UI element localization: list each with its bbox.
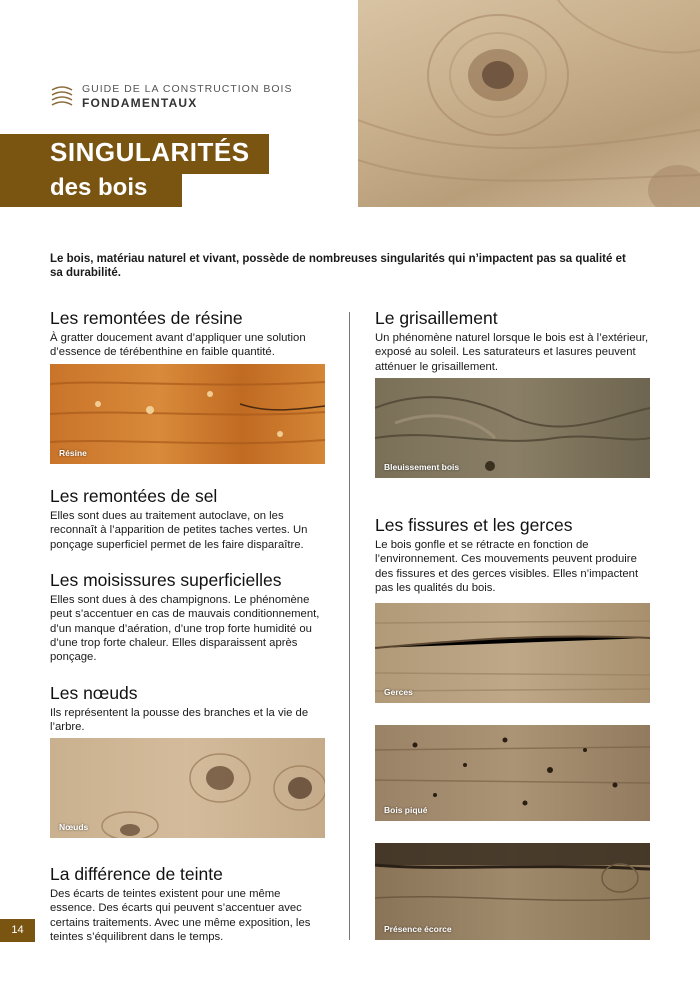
intro-paragraph: Le bois, matériau naturel et vivant, possède de nombreuses singularités qui n’impactent pas sa qualité et sa durabilité. (50, 253, 626, 279)
heading-fissures: Les fissures et les gerces (375, 515, 573, 535)
caption-bleuissement: Bleuissement bois (384, 462, 460, 472)
page-number: 14 (11, 924, 24, 936)
photo-gerces (375, 603, 650, 703)
column-divider (349, 312, 350, 940)
text-grisaillement: Un phénomène naturel lorsque le bois est à l’extérieur, exposé au soleil. Les saturateurs et lasures peuvent atténuer le grisaillement. (375, 332, 649, 373)
caption-bois-pique: Bois piqué (384, 805, 428, 815)
wood-grain-icon (50, 84, 74, 108)
heading-resine: Les remontées de résine (50, 308, 243, 328)
heading-noeuds: Les nœuds (50, 683, 138, 703)
brand-section-label: FONDAMENTAUX (82, 96, 198, 110)
page-title: SINGULARITÉS (50, 137, 250, 167)
text-fissures: Le bois gonfle et se rétracte en fonction de l’environnement. Ces mouvements peuvent produire des fissures et des gerces visibles. Elles n’impactent pas les qualités du bois. (375, 539, 639, 594)
brand-header (50, 83, 350, 111)
caption-ecorce: Présence écorce (384, 924, 452, 934)
text-moisissures: Elles sont dues à des champignons. Le phénomène peut s’accentuer en cas de mauvais conditionnement, d’un manque d’aération, d’une trop forte humidité ou d’une trop forte chaleur. Elles disparaissent après ponçage. (50, 594, 320, 664)
heading-grisaillement: Le grisaillement (375, 308, 498, 328)
text-noeuds: Ils représentent la pousse des branches et la vie de l’arbre. (50, 707, 309, 734)
caption-resine: Résine (59, 448, 87, 458)
photo-noeuds (50, 738, 325, 838)
heading-teinte: La différence de teinte (50, 864, 223, 884)
page-subtitle: des bois (50, 174, 148, 201)
header-wood-photo (358, 0, 700, 207)
caption-noeuds: Nœuds (59, 822, 89, 832)
text-resine: À gratter doucement avant d’appliquer une solution d’essence de térébenthine en faible quantité. (50, 332, 306, 359)
heading-sel: Les remontées de sel (50, 486, 218, 506)
photo-bois-pique (375, 725, 650, 821)
text-sel: Elles sont dues au traitement autoclave, on les reconnaît à l’apparition de petites taches vertes. Un ponçage superficiel permet de les faire disparaître. (50, 510, 308, 551)
caption-gerces: Gerces (384, 687, 413, 697)
text-teinte: Des écarts de teintes existent pour une même essence. Des écarts qui peuvent s’accentuer avec certains traitements. Avec une même exposition, les teintes s’équilibrent dans le temps. (50, 888, 311, 943)
brand-guide-label: GUIDE DE LA CONSTRUCTION BOIS (82, 83, 293, 95)
photo-resine (50, 364, 325, 464)
photo-presence-ecorce (375, 843, 650, 940)
heading-moisissures: Les moisissures superficielles (50, 570, 282, 590)
photo-grisaillement (375, 378, 650, 478)
